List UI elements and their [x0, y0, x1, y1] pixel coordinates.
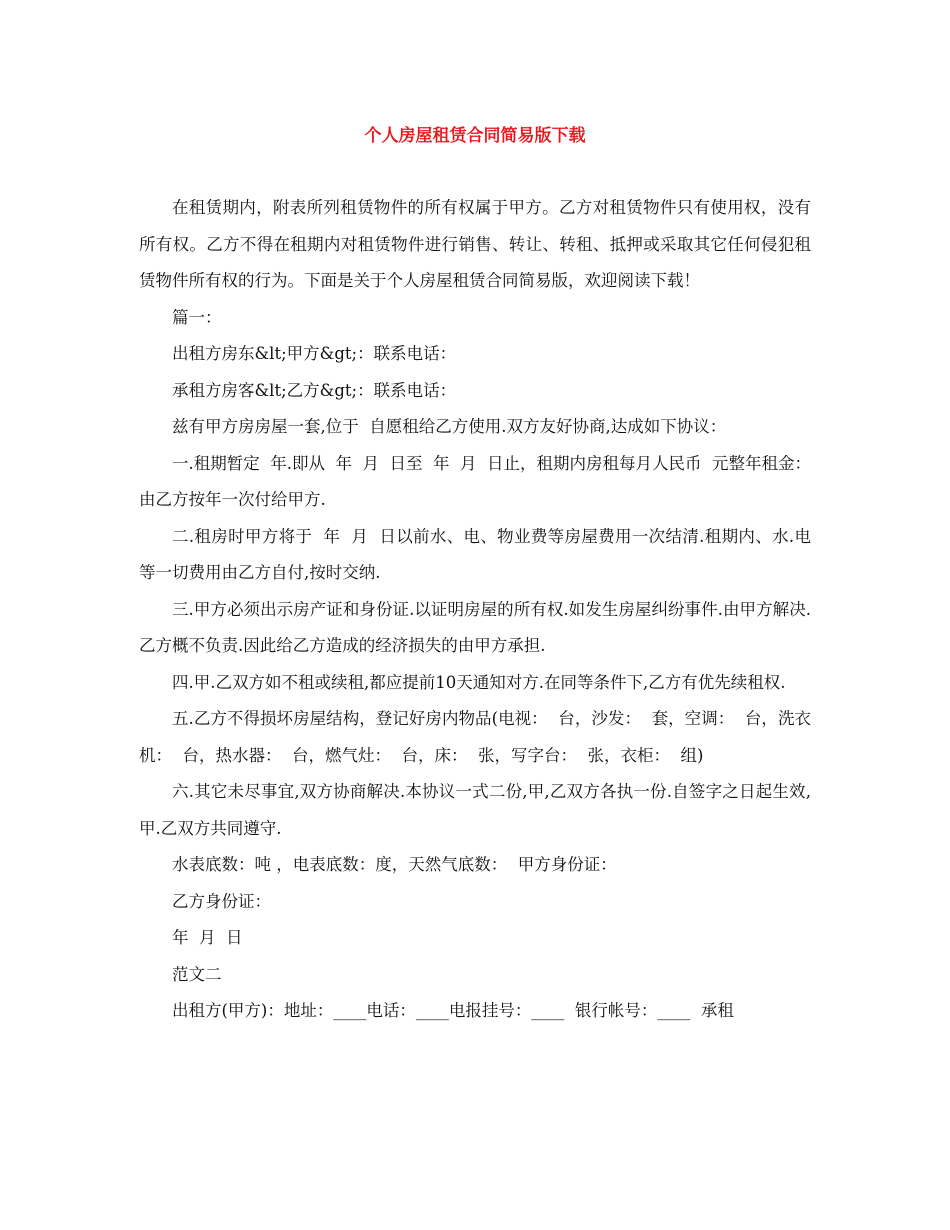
clause-2: 二.租房时甲方将于 年 月 日以前水、电、物业费等房屋费用一次结清.租期内、水.电等一切费用由乙方自付,按时交纳. [139, 526, 811, 582]
paragraph-lessor-info: 出租方(甲方)：地址：____电话：____电报挂号：____ 银行帐号：____ 承租 [172, 1001, 734, 1020]
paragraph-sample-two: 范文二 [172, 964, 222, 984]
paragraph-landlord: 出租方房东&lt;甲方&gt;：联系电话： [172, 344, 457, 363]
clause-1: 一.租期暂定 年.即从 年 月 日至 年 月 日止，租期内房租每月人民币 元整年租金：由乙方按年一次付给甲方. [139, 453, 811, 509]
paragraph-intro: 在租赁期内，附表所列租赁物件的所有权属于甲方。乙方对租赁物件只有使用权，没有所有权。乙方不得在租期内对租赁物件进行销售、转让、转租、抵押或采取其它任何侵犯租赁物件所有权的行为。下面是关于个人房屋租赁合同简易版，欢迎阅读下载！ [139, 198, 811, 290]
document-body [139, 190, 811, 1030]
clause-6: 六.其它未尽事宜,双方协商解决.本协议一式二份,甲,乙双方各执一份.自签字之日起生效,甲.乙双方共同遵守. [139, 782, 811, 838]
paragraph-section-heading: 篇一： [172, 307, 222, 327]
clause-5: 五.乙方不得损坏房屋结构，登记好房内物品(电视： 台，沙发： 套，空调： 台，洗衣机： 台，热水器： 台，燃气灶： 台，床： 张，写字台： 张，衣柜： 组) [139, 709, 811, 765]
paragraph-tenant: 承租方房客&lt;乙方&gt;：联系电话： [172, 380, 457, 400]
document-title: 个人房屋租赁合同简易版下载 [364, 126, 586, 146]
clause-3: 三.甲方必须出示房产证和身份证.以证明房屋的所有权.如发生房屋纠纷事件.由甲方解决.乙方概不负责.因此给乙方造成的经济损失的由甲方承担. [139, 599, 811, 655]
paragraph-agreement: 兹有甲方房房屋一套,位于 自愿租给乙方使用.双方友好协商,达成如下协议： [172, 417, 727, 436]
paragraph-meter-readings: 水表底数：吨 ，电表底数：度，天然气底数： 甲方身份证： [172, 855, 617, 874]
paragraph-tenant-id: 乙方身份证： [172, 891, 271, 911]
clause-4: 四.甲.乙双方如不租或续租,都应提前10天通知对方.在同等条件下,乙方有优先续租权. [172, 672, 786, 692]
paragraph-date: 年 月 日 [172, 928, 243, 947]
